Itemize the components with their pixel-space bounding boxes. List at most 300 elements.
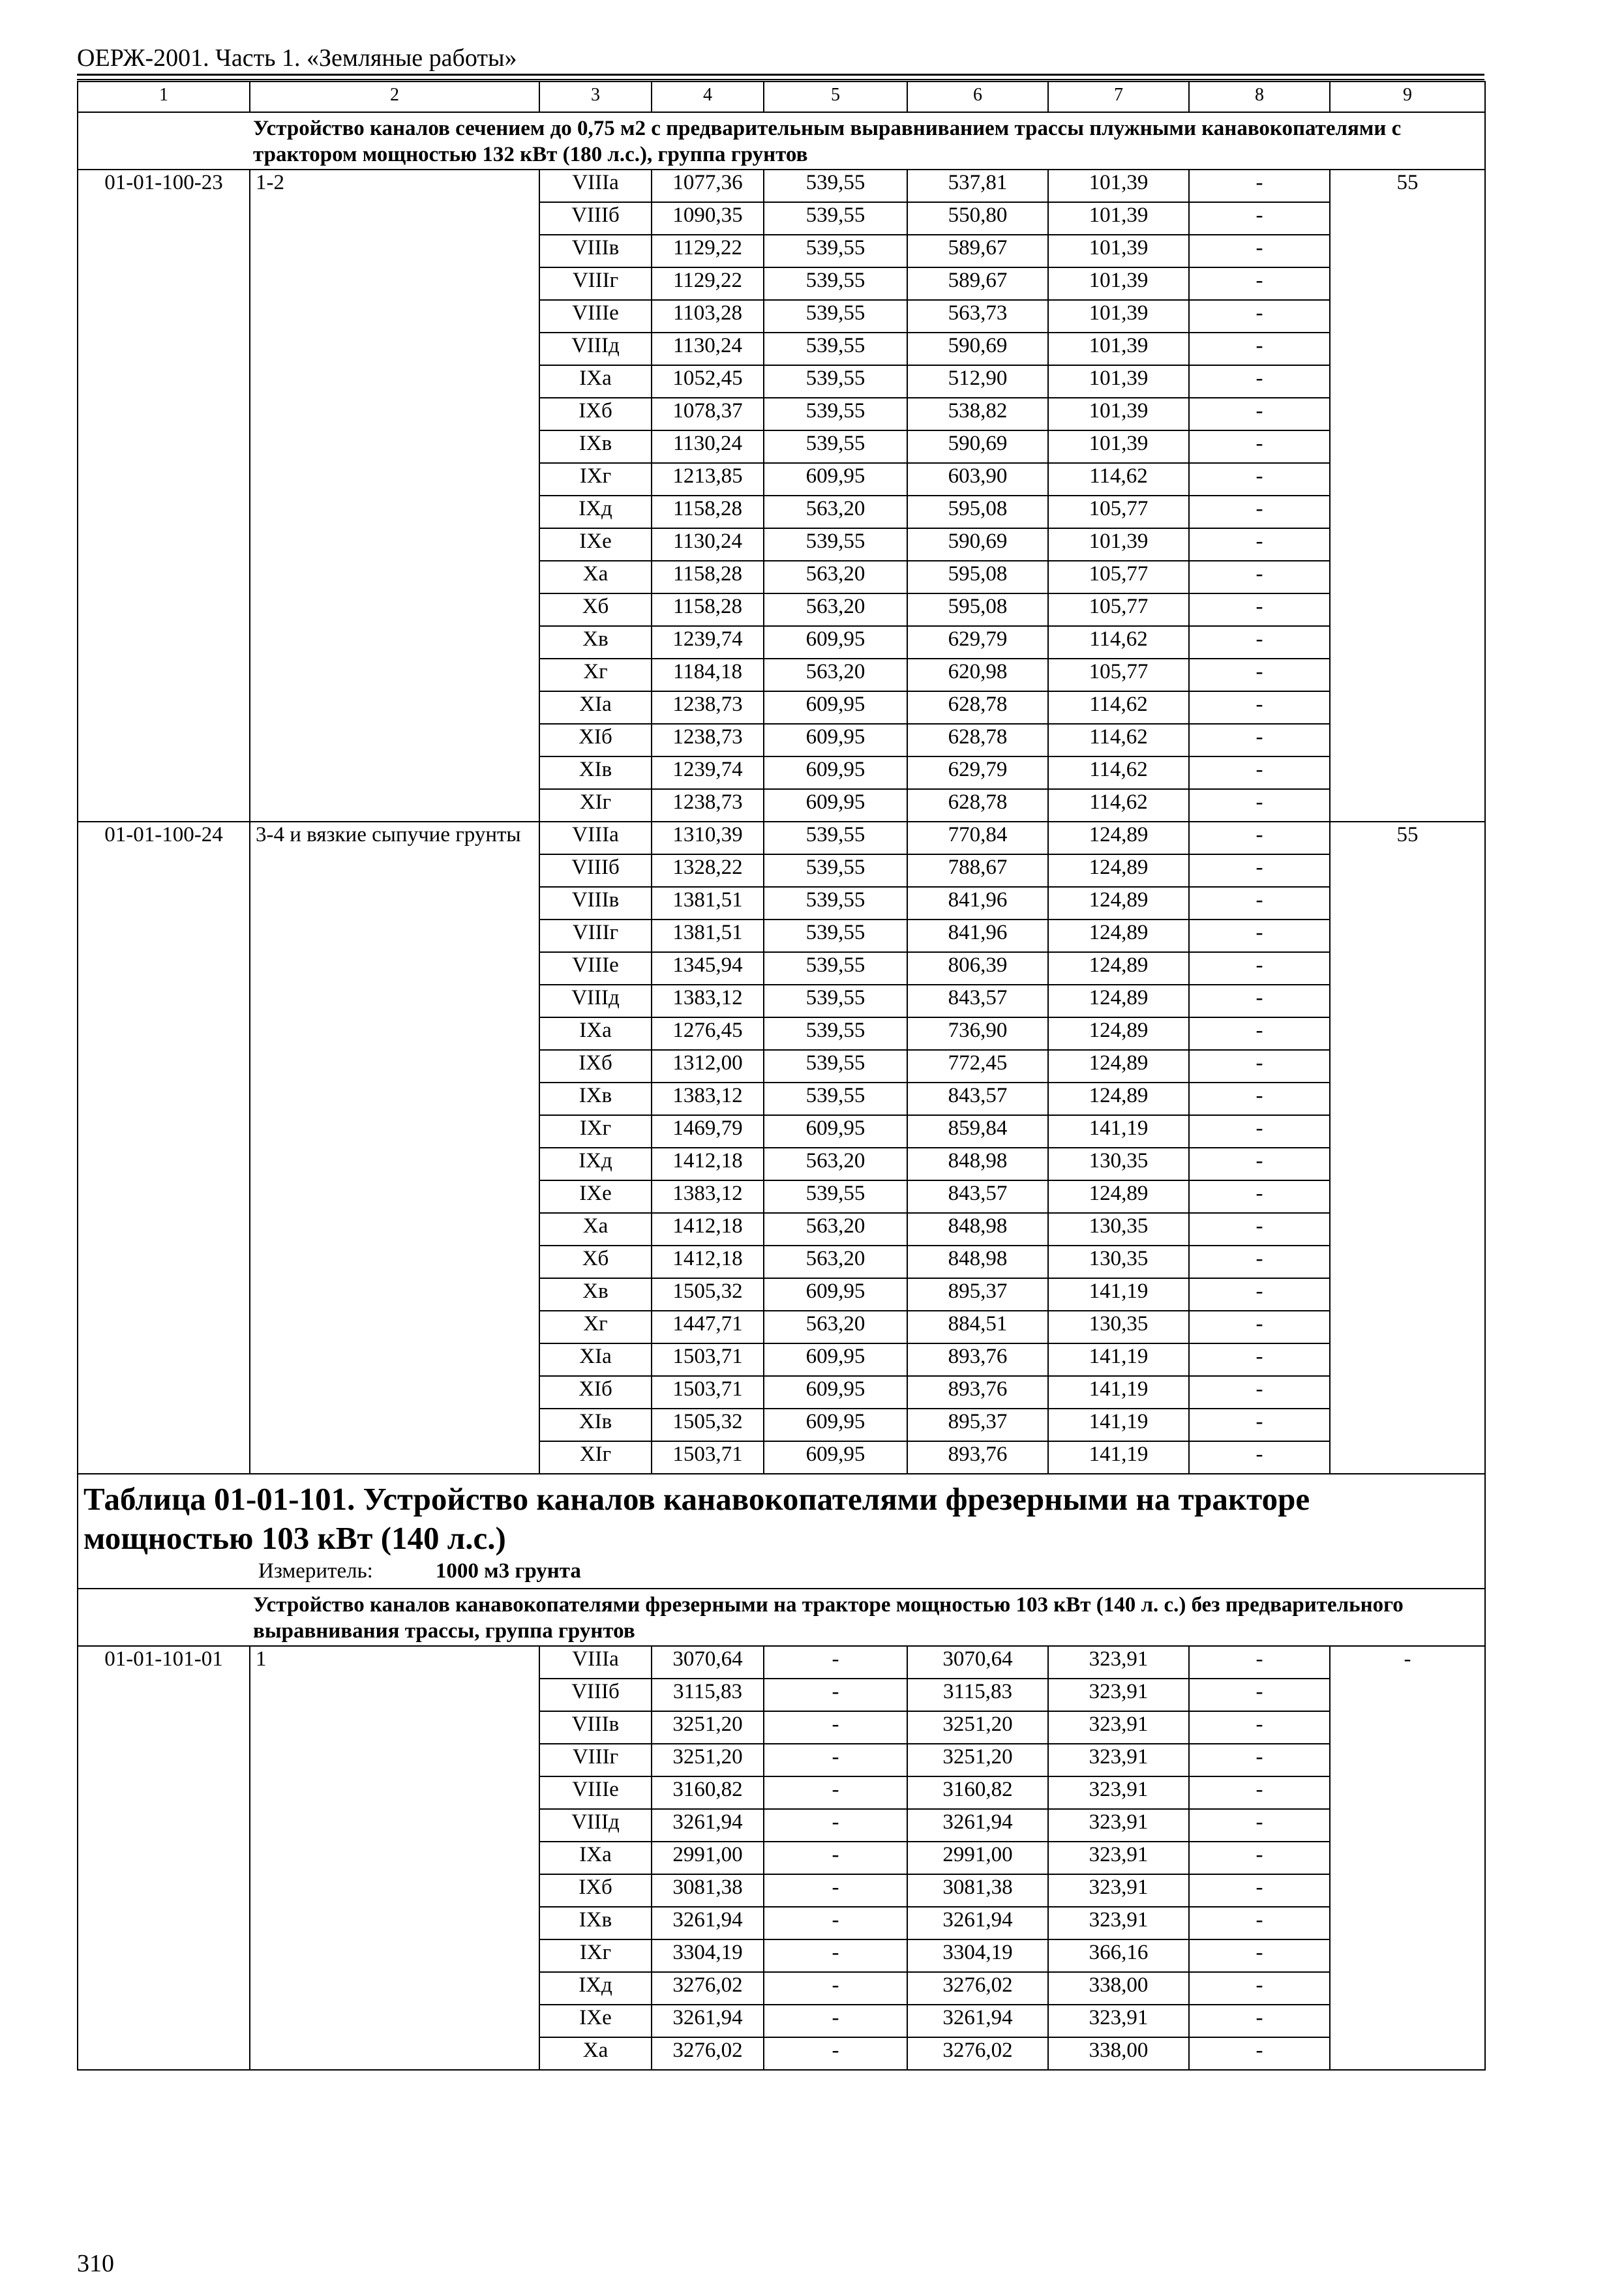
total-cost-cell: 3081,38 bbox=[652, 1874, 764, 1907]
soil-category-cell: IХа bbox=[539, 1842, 652, 1874]
wage-cost-cell: 609,95 bbox=[764, 463, 907, 496]
machine-cost-cell: 843,57 bbox=[907, 985, 1048, 1017]
material-cost-cell: - bbox=[1189, 398, 1330, 430]
soil-category-cell: VIIIг bbox=[539, 920, 652, 952]
total-cost-cell: 1239,74 bbox=[652, 626, 764, 659]
machine-cost-cell: 3276,02 bbox=[907, 2037, 1048, 2070]
total-cost-cell: 1310,39 bbox=[652, 822, 764, 854]
machine-cost-cell: 841,96 bbox=[907, 920, 1048, 952]
material-cost-cell: - bbox=[1189, 561, 1330, 593]
section-heading: Устройство каналов сечением до 0,75 м2 с предварительным выравниванием трассы плужными канавокопателями с трактором мощностью 132 кВт (180 л.с.), группа грунтов bbox=[253, 117, 1402, 166]
wage-cost-cell: 539,55 bbox=[764, 822, 907, 854]
column-9-cell: 55 bbox=[1330, 822, 1485, 1474]
material-cost-cell: - bbox=[1189, 365, 1330, 398]
material-cost-cell: - bbox=[1189, 1343, 1330, 1376]
machine-cost-cell: 620,98 bbox=[907, 659, 1048, 691]
column-number: 5 bbox=[764, 82, 907, 112]
machinist-wage-cell: 101,39 bbox=[1048, 528, 1189, 561]
total-cost-cell: 1381,51 bbox=[652, 920, 764, 952]
table-title: Таблица 01-01-101. Устройство каналов канавокопателями фрезерными на тракторе мощностью 103 кВт (140 л.с.) bbox=[83, 1481, 1310, 1556]
machine-cost-cell: 3251,20 bbox=[907, 1711, 1048, 1744]
machine-cost-cell: 3304,19 bbox=[907, 1939, 1048, 1972]
total-cost-cell: 1158,28 bbox=[652, 593, 764, 626]
soil-category-cell: IХб bbox=[539, 1874, 652, 1907]
wage-cost-cell: - bbox=[764, 1842, 907, 1874]
wage-cost-cell: 539,55 bbox=[764, 887, 907, 920]
material-cost-cell: - bbox=[1189, 1278, 1330, 1311]
column-number: 8 bbox=[1189, 82, 1330, 112]
soil-category-cell: IХе bbox=[539, 2005, 652, 2037]
column-number: 2 bbox=[250, 82, 539, 112]
section-heading-cell bbox=[78, 112, 1485, 170]
wage-cost-cell: - bbox=[764, 1646, 907, 1679]
header-rule-thin bbox=[77, 79, 1484, 80]
soil-category-cell: IХг bbox=[539, 1939, 652, 1972]
total-cost-cell: 1276,45 bbox=[652, 1017, 764, 1050]
soil-group-cell: 3-4 и вязкие сыпучие грунты bbox=[250, 822, 539, 1474]
soil-category-cell: VIIIб bbox=[539, 854, 652, 887]
column-number: 7 bbox=[1048, 82, 1189, 112]
soil-category-cell: IХд bbox=[539, 1148, 652, 1180]
wage-cost-cell: - bbox=[764, 1679, 907, 1711]
wage-cost-cell: 609,95 bbox=[764, 1343, 907, 1376]
total-cost-cell: 1412,18 bbox=[652, 1246, 764, 1278]
machine-cost-cell: 895,37 bbox=[907, 1409, 1048, 1441]
material-cost-cell: - bbox=[1189, 1311, 1330, 1343]
material-cost-cell: - bbox=[1189, 1050, 1330, 1083]
machinist-wage-cell: 124,89 bbox=[1048, 920, 1189, 952]
wage-cost-cell: 609,95 bbox=[764, 691, 907, 724]
machinist-wage-cell: 323,91 bbox=[1048, 1744, 1189, 1776]
material-cost-cell: - bbox=[1189, 267, 1330, 300]
soil-category-cell: IХе bbox=[539, 1180, 652, 1213]
total-cost-cell: 3304,19 bbox=[652, 1939, 764, 1972]
wage-cost-cell: 609,95 bbox=[764, 789, 907, 822]
machine-cost-cell: 512,90 bbox=[907, 365, 1048, 398]
total-cost-cell: 1383,12 bbox=[652, 1180, 764, 1213]
soil-category-cell: VIIIд bbox=[539, 1809, 652, 1842]
machine-cost-cell: 848,98 bbox=[907, 1148, 1048, 1180]
machinist-wage-cell: 101,39 bbox=[1048, 170, 1189, 202]
soil-category-cell: ХIг bbox=[539, 1441, 652, 1474]
wage-cost-cell: 539,55 bbox=[764, 430, 907, 463]
wage-cost-cell: 609,95 bbox=[764, 626, 907, 659]
machine-cost-cell: 595,08 bbox=[907, 561, 1048, 593]
material-cost-cell: - bbox=[1189, 822, 1330, 854]
machine-cost-cell: 843,57 bbox=[907, 1180, 1048, 1213]
machine-cost-cell: 3261,94 bbox=[907, 1907, 1048, 1939]
total-cost-cell: 1130,24 bbox=[652, 333, 764, 365]
wage-cost-cell: - bbox=[764, 2005, 907, 2037]
machine-cost-cell: 3276,02 bbox=[907, 1972, 1048, 2005]
material-cost-cell: - bbox=[1189, 333, 1330, 365]
material-cost-cell: - bbox=[1189, 1809, 1330, 1842]
machinist-wage-cell: 323,91 bbox=[1048, 1679, 1189, 1711]
machine-cost-cell: 537,81 bbox=[907, 170, 1048, 202]
soil-category-cell: VIIIб bbox=[539, 202, 652, 235]
soil-category-cell: VIIIг bbox=[539, 1744, 652, 1776]
total-cost-cell: 3261,94 bbox=[652, 1809, 764, 1842]
machinist-wage-cell: 141,19 bbox=[1048, 1376, 1189, 1409]
soil-category-cell: IХа bbox=[539, 1017, 652, 1050]
machinist-wage-cell: 101,39 bbox=[1048, 300, 1189, 333]
material-cost-cell: - bbox=[1189, 789, 1330, 822]
total-cost-cell: 1383,12 bbox=[652, 985, 764, 1017]
material-cost-cell: - bbox=[1189, 1972, 1330, 2005]
column-number: 6 bbox=[907, 82, 1048, 112]
machine-cost-cell: 603,90 bbox=[907, 463, 1048, 496]
machinist-wage-cell: 114,62 bbox=[1048, 691, 1189, 724]
machinist-wage-cell: 124,89 bbox=[1048, 1050, 1189, 1083]
machinist-wage-cell: 323,91 bbox=[1048, 1776, 1189, 1809]
total-cost-cell: 1238,73 bbox=[652, 691, 764, 724]
material-cost-cell: - bbox=[1189, 887, 1330, 920]
machinist-wage-cell: 130,35 bbox=[1048, 1311, 1189, 1343]
soil-category-cell: VIIIв bbox=[539, 1711, 652, 1744]
total-cost-cell: 1090,35 bbox=[652, 202, 764, 235]
total-cost-cell: 1238,73 bbox=[652, 724, 764, 756]
soil-category-cell: IХа bbox=[539, 365, 652, 398]
machine-cost-cell: 595,08 bbox=[907, 593, 1048, 626]
column-number: 1 bbox=[78, 82, 250, 112]
soil-category-cell: ХIв bbox=[539, 1409, 652, 1441]
machinist-wage-cell: 323,91 bbox=[1048, 1646, 1189, 1679]
table-row bbox=[78, 170, 1485, 202]
machinist-wage-cell: 130,35 bbox=[1048, 1148, 1189, 1180]
wage-cost-cell: 539,55 bbox=[764, 202, 907, 235]
soil-group-cell: 1 bbox=[250, 1646, 539, 2070]
section-heading-cell bbox=[78, 1589, 1485, 1646]
machinist-wage-cell: 141,19 bbox=[1048, 1343, 1189, 1376]
machinist-wage-cell: 101,39 bbox=[1048, 365, 1189, 398]
wage-cost-cell: 563,20 bbox=[764, 1213, 907, 1246]
material-cost-cell: - bbox=[1189, 202, 1330, 235]
table-title-cell bbox=[78, 1474, 1485, 1589]
machinist-wage-cell: 338,00 bbox=[1048, 2037, 1189, 2070]
machine-cost-cell: 893,76 bbox=[907, 1343, 1048, 1376]
column-number-row bbox=[78, 82, 1485, 112]
wage-cost-cell: 609,95 bbox=[764, 756, 907, 789]
soil-category-cell: Ха bbox=[539, 2037, 652, 2070]
machine-cost-cell: 884,51 bbox=[907, 1311, 1048, 1343]
machinist-wage-cell: 101,39 bbox=[1048, 333, 1189, 365]
wage-cost-cell: - bbox=[764, 1776, 907, 1809]
total-cost-cell: 1447,71 bbox=[652, 1311, 764, 1343]
machine-cost-cell: 628,78 bbox=[907, 691, 1048, 724]
machinist-wage-cell: 338,00 bbox=[1048, 1972, 1189, 2005]
total-cost-cell: 1505,32 bbox=[652, 1278, 764, 1311]
material-cost-cell: - bbox=[1189, 1842, 1330, 1874]
machine-cost-cell: 893,76 bbox=[907, 1441, 1048, 1474]
material-cost-cell: - bbox=[1189, 300, 1330, 333]
total-cost-cell: 1383,12 bbox=[652, 1083, 764, 1115]
material-cost-cell: - bbox=[1189, 1939, 1330, 1972]
total-cost-cell: 1077,36 bbox=[652, 170, 764, 202]
machine-cost-cell: 629,79 bbox=[907, 626, 1048, 659]
total-cost-cell: 1078,37 bbox=[652, 398, 764, 430]
soil-category-cell: VIIIе bbox=[539, 952, 652, 985]
wage-cost-cell: 539,55 bbox=[764, 1017, 907, 1050]
soil-category-cell: ХIа bbox=[539, 1343, 652, 1376]
total-cost-cell: 1052,45 bbox=[652, 365, 764, 398]
table-title-row bbox=[78, 1474, 1485, 1589]
wage-cost-cell: 609,95 bbox=[764, 724, 907, 756]
unit-value: 1000 м3 грунта bbox=[435, 1559, 581, 1583]
soil-category-cell: Хв bbox=[539, 1278, 652, 1311]
material-cost-cell: - bbox=[1189, 985, 1330, 1017]
machine-cost-cell: 628,78 bbox=[907, 724, 1048, 756]
unit-label: Измеритель: bbox=[258, 1559, 373, 1583]
column-9-cell: - bbox=[1330, 1646, 1485, 2070]
machine-cost-cell: 589,67 bbox=[907, 267, 1048, 300]
machinist-wage-cell: 124,89 bbox=[1048, 1017, 1189, 1050]
machine-cost-cell: 772,45 bbox=[907, 1050, 1048, 1083]
machine-cost-cell: 3261,94 bbox=[907, 1809, 1048, 1842]
material-cost-cell: - bbox=[1189, 1148, 1330, 1180]
material-cost-cell: - bbox=[1189, 1907, 1330, 1939]
total-cost-cell: 1328,22 bbox=[652, 854, 764, 887]
machinist-wage-cell: 114,62 bbox=[1048, 626, 1189, 659]
rate-code-cell: 01-01-100-24 bbox=[78, 822, 250, 1474]
total-cost-cell: 3251,20 bbox=[652, 1711, 764, 1744]
machinist-wage-cell: 105,77 bbox=[1048, 496, 1189, 528]
total-cost-cell: 1503,71 bbox=[652, 1441, 764, 1474]
machine-cost-cell: 770,84 bbox=[907, 822, 1048, 854]
wage-cost-cell: 539,55 bbox=[764, 1050, 907, 1083]
material-cost-cell: - bbox=[1189, 463, 1330, 496]
material-cost-cell: - bbox=[1189, 1646, 1330, 1679]
material-cost-cell: - bbox=[1189, 724, 1330, 756]
soil-category-cell: Хг bbox=[539, 1311, 652, 1343]
total-cost-cell: 1130,24 bbox=[652, 528, 764, 561]
material-cost-cell: - bbox=[1189, 1441, 1330, 1474]
wage-cost-cell: 563,20 bbox=[764, 1311, 907, 1343]
soil-category-cell: ХIб bbox=[539, 724, 652, 756]
wage-cost-cell: 539,55 bbox=[764, 854, 907, 887]
section-heading: Устройство каналов канавокопателями фрезерными на тракторе мощностью 103 кВт (140 л. с.) без предварительного выравнивания трассы, группа грунтов bbox=[253, 1593, 1404, 1643]
machine-cost-cell: 859,84 bbox=[907, 1115, 1048, 1148]
material-cost-cell: - bbox=[1189, 2037, 1330, 2070]
wage-cost-cell: 539,55 bbox=[764, 333, 907, 365]
material-cost-cell: - bbox=[1189, 496, 1330, 528]
unit-line bbox=[258, 1558, 1479, 1588]
material-cost-cell: - bbox=[1189, 235, 1330, 267]
machinist-wage-cell: 130,35 bbox=[1048, 1213, 1189, 1246]
material-cost-cell: - bbox=[1189, 593, 1330, 626]
wage-cost-cell: 539,55 bbox=[764, 267, 907, 300]
machinist-wage-cell: 124,89 bbox=[1048, 1083, 1189, 1115]
soil-category-cell: Хб bbox=[539, 593, 652, 626]
machine-cost-cell: 3251,20 bbox=[907, 1744, 1048, 1776]
soil-category-cell: VIIIа bbox=[539, 170, 652, 202]
machine-cost-cell: 2991,00 bbox=[907, 1842, 1048, 1874]
total-cost-cell: 1129,22 bbox=[652, 235, 764, 267]
material-cost-cell: - bbox=[1189, 1180, 1330, 1213]
soil-category-cell: IХб bbox=[539, 1050, 652, 1083]
soil-category-cell: VIIIд bbox=[539, 985, 652, 1017]
machinist-wage-cell: 124,89 bbox=[1048, 1180, 1189, 1213]
machine-cost-cell: 895,37 bbox=[907, 1278, 1048, 1311]
wage-cost-cell: 609,95 bbox=[764, 1409, 907, 1441]
wage-cost-cell: - bbox=[764, 1744, 907, 1776]
total-cost-cell: 1158,28 bbox=[652, 561, 764, 593]
material-cost-cell: - bbox=[1189, 1246, 1330, 1278]
material-cost-cell: - bbox=[1189, 756, 1330, 789]
total-cost-cell: 1239,74 bbox=[652, 756, 764, 789]
machinist-wage-cell: 101,39 bbox=[1048, 267, 1189, 300]
total-cost-cell: 3261,94 bbox=[652, 2005, 764, 2037]
soil-category-cell: VIIIе bbox=[539, 300, 652, 333]
soil-group-cell: 1-2 bbox=[250, 170, 539, 822]
wage-cost-cell: - bbox=[764, 1907, 907, 1939]
total-cost-cell: 1412,18 bbox=[652, 1148, 764, 1180]
table-row bbox=[78, 822, 1485, 854]
machinist-wage-cell: 323,91 bbox=[1048, 1874, 1189, 1907]
total-cost-cell: 3070,64 bbox=[652, 1646, 764, 1679]
total-cost-cell: 1381,51 bbox=[652, 887, 764, 920]
machine-cost-cell: 848,98 bbox=[907, 1246, 1048, 1278]
machine-cost-cell: 629,79 bbox=[907, 756, 1048, 789]
machine-cost-cell: 589,67 bbox=[907, 235, 1048, 267]
soil-category-cell: ХIб bbox=[539, 1376, 652, 1409]
soil-category-cell: ХIа bbox=[539, 691, 652, 724]
total-cost-cell: 1130,24 bbox=[652, 430, 764, 463]
soil-category-cell: Ха bbox=[539, 1213, 652, 1246]
column-9-cell: 55 bbox=[1330, 170, 1485, 822]
soil-category-cell: VIIIв bbox=[539, 235, 652, 267]
machinist-wage-cell: 323,91 bbox=[1048, 2005, 1189, 2037]
machinist-wage-cell: 130,35 bbox=[1048, 1246, 1189, 1278]
material-cost-cell: - bbox=[1189, 1115, 1330, 1148]
soil-category-cell: IХб bbox=[539, 398, 652, 430]
material-cost-cell: - bbox=[1189, 1776, 1330, 1809]
machinist-wage-cell: 323,91 bbox=[1048, 1809, 1189, 1842]
soil-category-cell: IХв bbox=[539, 1907, 652, 1939]
material-cost-cell: - bbox=[1189, 170, 1330, 202]
total-cost-cell: 1213,85 bbox=[652, 463, 764, 496]
machine-cost-cell: 590,69 bbox=[907, 430, 1048, 463]
machine-cost-cell: 736,90 bbox=[907, 1017, 1048, 1050]
soil-category-cell: VIIIб bbox=[539, 1679, 652, 1711]
total-cost-cell: 1184,18 bbox=[652, 659, 764, 691]
machinist-wage-cell: 114,62 bbox=[1048, 756, 1189, 789]
wage-cost-cell: 539,55 bbox=[764, 235, 907, 267]
material-cost-cell: - bbox=[1189, 2005, 1330, 2037]
material-cost-cell: - bbox=[1189, 430, 1330, 463]
soil-category-cell: VIIIв bbox=[539, 887, 652, 920]
machinist-wage-cell: 124,89 bbox=[1048, 985, 1189, 1017]
wage-cost-cell: - bbox=[764, 1809, 907, 1842]
section-heading-row bbox=[78, 1589, 1485, 1646]
machinist-wage-cell: 124,89 bbox=[1048, 952, 1189, 985]
machinist-wage-cell: 101,39 bbox=[1048, 398, 1189, 430]
material-cost-cell: - bbox=[1189, 626, 1330, 659]
total-cost-cell: 1158,28 bbox=[652, 496, 764, 528]
rate-code-cell: 01-01-101-01 bbox=[78, 1646, 250, 2070]
material-cost-cell: - bbox=[1189, 691, 1330, 724]
soil-category-cell: IХв bbox=[539, 430, 652, 463]
table-row bbox=[78, 1646, 1485, 1679]
machine-cost-cell: 806,39 bbox=[907, 952, 1048, 985]
wage-cost-cell: 563,20 bbox=[764, 1246, 907, 1278]
wage-cost-cell: 539,55 bbox=[764, 398, 907, 430]
total-cost-cell: 1103,28 bbox=[652, 300, 764, 333]
machine-cost-cell: 893,76 bbox=[907, 1376, 1048, 1409]
wage-cost-cell: 539,55 bbox=[764, 170, 907, 202]
wage-cost-cell: 539,55 bbox=[764, 920, 907, 952]
machine-cost-cell: 590,69 bbox=[907, 333, 1048, 365]
wage-cost-cell: 563,20 bbox=[764, 561, 907, 593]
total-cost-cell: 1503,71 bbox=[652, 1343, 764, 1376]
machine-cost-cell: 788,67 bbox=[907, 854, 1048, 887]
machinist-wage-cell: 124,89 bbox=[1048, 854, 1189, 887]
machinist-wage-cell: 323,91 bbox=[1048, 1907, 1189, 1939]
machine-cost-cell: 3081,38 bbox=[907, 1874, 1048, 1907]
material-cost-cell: - bbox=[1189, 528, 1330, 561]
page-header: ОЕРЖ-2001. Часть 1. «Земляные работы» bbox=[77, 44, 517, 72]
machinist-wage-cell: 124,89 bbox=[1048, 822, 1189, 854]
machinist-wage-cell: 114,62 bbox=[1048, 463, 1189, 496]
column-number: 4 bbox=[652, 82, 764, 112]
soil-category-cell: IХг bbox=[539, 1115, 652, 1148]
machine-cost-cell: 590,69 bbox=[907, 528, 1048, 561]
rates-table-body bbox=[78, 82, 1485, 2070]
total-cost-cell: 1469,79 bbox=[652, 1115, 764, 1148]
machinist-wage-cell: 114,62 bbox=[1048, 724, 1189, 756]
soil-category-cell: IХе bbox=[539, 528, 652, 561]
machinist-wage-cell: 141,19 bbox=[1048, 1441, 1189, 1474]
total-cost-cell: 3261,94 bbox=[652, 1907, 764, 1939]
machine-cost-cell: 550,80 bbox=[907, 202, 1048, 235]
machine-cost-cell: 3261,94 bbox=[907, 2005, 1048, 2037]
machine-cost-cell: 3070,64 bbox=[907, 1646, 1048, 1679]
material-cost-cell: - bbox=[1189, 952, 1330, 985]
material-cost-cell: - bbox=[1189, 1376, 1330, 1409]
soil-category-cell: IХг bbox=[539, 463, 652, 496]
rates-table bbox=[77, 81, 1486, 2071]
wage-cost-cell: 563,20 bbox=[764, 659, 907, 691]
rate-code-cell: 01-01-100-23 bbox=[78, 170, 250, 822]
machinist-wage-cell: 101,39 bbox=[1048, 430, 1189, 463]
soil-category-cell: Хг bbox=[539, 659, 652, 691]
material-cost-cell: - bbox=[1189, 1409, 1330, 1441]
machine-cost-cell: 538,82 bbox=[907, 398, 1048, 430]
total-cost-cell: 1345,94 bbox=[652, 952, 764, 985]
machine-cost-cell: 848,98 bbox=[907, 1213, 1048, 1246]
wage-cost-cell: - bbox=[764, 1939, 907, 1972]
machinist-wage-cell: 114,62 bbox=[1048, 789, 1189, 822]
page-number: 310 bbox=[77, 2250, 114, 2277]
machinist-wage-cell: 141,19 bbox=[1048, 1115, 1189, 1148]
header-rule bbox=[77, 74, 1484, 76]
soil-category-cell: VIIIг bbox=[539, 267, 652, 300]
section-heading-row bbox=[78, 112, 1485, 170]
total-cost-cell: 3115,83 bbox=[652, 1679, 764, 1711]
wage-cost-cell: 539,55 bbox=[764, 952, 907, 985]
material-cost-cell: - bbox=[1189, 1083, 1330, 1115]
machinist-wage-cell: 141,19 bbox=[1048, 1409, 1189, 1441]
material-cost-cell: - bbox=[1189, 1711, 1330, 1744]
machinist-wage-cell: 323,91 bbox=[1048, 1711, 1189, 1744]
total-cost-cell: 1238,73 bbox=[652, 789, 764, 822]
column-number: 3 bbox=[539, 82, 652, 112]
wage-cost-cell: 609,95 bbox=[764, 1376, 907, 1409]
wage-cost-cell: - bbox=[764, 1972, 907, 2005]
wage-cost-cell: 539,55 bbox=[764, 1083, 907, 1115]
wage-cost-cell: - bbox=[764, 2037, 907, 2070]
material-cost-cell: - bbox=[1189, 1017, 1330, 1050]
soil-category-cell: Хв bbox=[539, 626, 652, 659]
